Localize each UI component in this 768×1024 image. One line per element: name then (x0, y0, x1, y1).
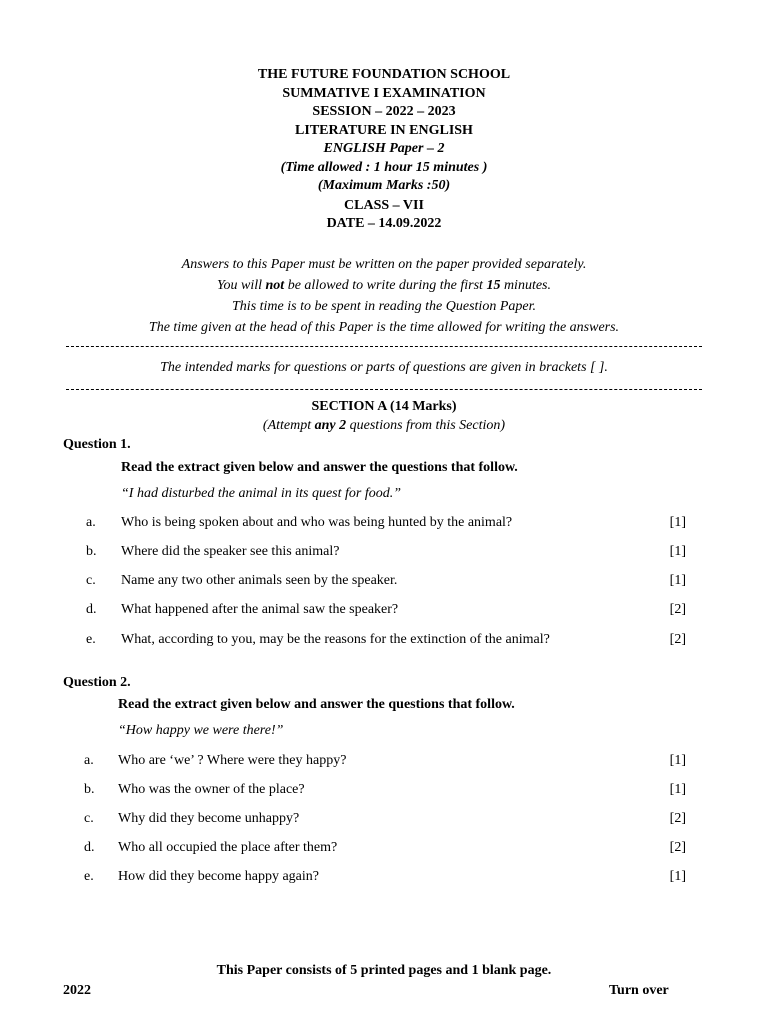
turn-over-label: Turn over (609, 983, 669, 998)
dashed-divider-bottom (66, 389, 702, 390)
marks-note: The intended marks for questions or parts of questions are given in brackets [ ]. (160, 360, 608, 375)
question-1b-letter: b. (86, 544, 97, 559)
exam-name: SUMMATIVE I EXAMINATION (282, 85, 486, 101)
question-2e-letter: e. (84, 869, 94, 884)
question-1e-marks: [2] (669, 632, 686, 647)
instruction-line-3: This time is to be spent in reading the Question Paper. (232, 299, 536, 314)
question-2-instruction: Read the extract given below and answer the questions that follow. (118, 697, 515, 712)
dashed-divider-top (66, 346, 702, 347)
paper-name: ENGLISH Paper – 2 (323, 141, 445, 156)
question-1b-text: Where did the speaker see this animal? (121, 544, 340, 559)
question-2-title: Question 2. (63, 675, 131, 690)
instruction-emphasis-minutes: 15 (486, 278, 501, 293)
question-2b-marks: [1] (669, 782, 686, 797)
exam-date: DATE – 14.09.2022 (326, 216, 442, 231)
instruction-line-4: The time given at the head of this Paper is the time allowed for writing the answers. (148, 320, 620, 335)
question-2a-letter: a. (84, 753, 94, 768)
instruction-line-2-end: minutes. (500, 278, 551, 293)
instruction-emphasis-not: not (265, 278, 285, 293)
question-2a-text: Who are ‘we’ ? Where were they happy? (118, 753, 347, 768)
footer-year: 2022 (63, 983, 91, 998)
instruction-line-1: Answers to this Paper must be written on the paper provided separately. (181, 257, 587, 272)
section-subtitle (0, 418, 768, 434)
school-name: THE FUTURE FOUNDATION SCHOOL (257, 67, 511, 82)
section-subtitle-emphasis: any 2 (314, 418, 347, 433)
time-allowed: (Time allowed : 1 hour 15 minutes ) (280, 159, 488, 175)
instruction-line-2 (0, 275, 768, 296)
question-2e-text: How did they become happy again? (118, 869, 319, 884)
session: SESSION – 2022 – 2023 (312, 104, 456, 119)
question-1e-text: What, according to you, may be the reasons for the extinction of the animal? (121, 632, 550, 647)
question-2c-letter: c. (84, 811, 94, 826)
subject: LITERATURE IN ENGLISH (295, 122, 473, 138)
question-1-instruction: Read the extract given below and answer the questions that follow. (121, 460, 518, 475)
question-1a-marks: [1] (669, 515, 686, 530)
question-1-extract: “I had disturbed the animal in its quest for food.” (121, 486, 402, 501)
question-2d-text: Who all occupied the place after them? (118, 840, 338, 855)
instructions (0, 254, 768, 338)
exam-header (0, 66, 768, 234)
section-subtitle-end: questions from this Section) (346, 418, 506, 433)
instruction-line-2-start: You will (217, 278, 266, 293)
question-2c-text: Why did they become unhappy? (118, 811, 300, 826)
instruction-line-2-middle: be allowed to write during the first (284, 278, 487, 293)
question-2c-marks: [2] (669, 811, 686, 826)
section-subtitle-start: (Attempt (262, 418, 315, 433)
question-1c-letter: c. (86, 573, 96, 588)
question-2a-marks: [1] (669, 753, 686, 768)
question-1c-marks: [1] (669, 573, 686, 588)
question-1d-text: What happened after the animal saw the speaker? (121, 602, 399, 617)
question-1c-text: Name any two other animals seen by the speaker. (121, 573, 398, 588)
question-1e-letter: e. (86, 632, 96, 647)
question-2-extract: “How happy we were there!” (118, 723, 284, 738)
section-title: SECTION A (14 Marks) (311, 399, 457, 414)
question-1d-letter: d. (86, 602, 97, 617)
question-1-title: Question 1. (63, 437, 131, 452)
question-1b-marks: [1] (669, 544, 686, 559)
question-2e-marks: [1] (669, 869, 686, 884)
question-1a-text: Who is being spoken about and who was being hunted by the animal? (121, 515, 513, 530)
question-2d-letter: d. (84, 840, 95, 855)
question-2d-marks: [2] (669, 840, 686, 855)
class-label: CLASS – VII (344, 197, 424, 213)
question-2b-letter: b. (84, 782, 95, 797)
question-1d-marks: [2] (669, 602, 686, 617)
question-2b-text: Who was the owner of the place? (118, 782, 305, 797)
maximum-marks: (Maximum Marks :50) (317, 178, 451, 193)
question-1a-letter: a. (86, 515, 96, 530)
page-count-note: This Paper consists of 5 printed pages and 1 blank page. (216, 963, 552, 978)
